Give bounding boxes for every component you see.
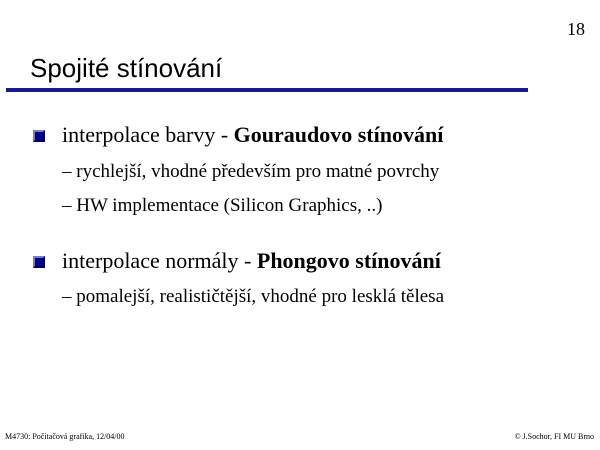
bullet-point-2-prefix: interpolace normály -: [62, 248, 257, 273]
footer-copyright: © J.Sochor, FI MU Brno: [514, 432, 594, 441]
bullet-point-2-emphasis: Phongovo stínování: [256, 248, 441, 273]
page-number: 18: [567, 19, 585, 39]
subpoint-1-2: – HW implementace (Silicon Graphics, ..): [62, 195, 383, 216]
bullet-point-1-emphasis: Gouraudovo stínování: [233, 122, 444, 147]
bullet-point-2: [62, 250, 441, 272]
slide-title: Spojité stínování: [30, 53, 223, 83]
bullet-point-1-prefix: interpolace barvy -: [62, 122, 234, 147]
square-bullet-icon: [33, 130, 45, 142]
footer-course: M4730: Počítačová grafika, 12/04/00: [5, 432, 125, 441]
title-underline: [6, 88, 528, 92]
subpoint-2-1: – pomalejší, realističtější, vhodné pro lesklá tělesa: [62, 286, 445, 307]
square-bullet-icon: [33, 256, 45, 268]
bullet-point-1: [62, 124, 443, 146]
subpoint-1-1: – rychlejší, vhodné především pro matné povrchy: [62, 161, 440, 182]
